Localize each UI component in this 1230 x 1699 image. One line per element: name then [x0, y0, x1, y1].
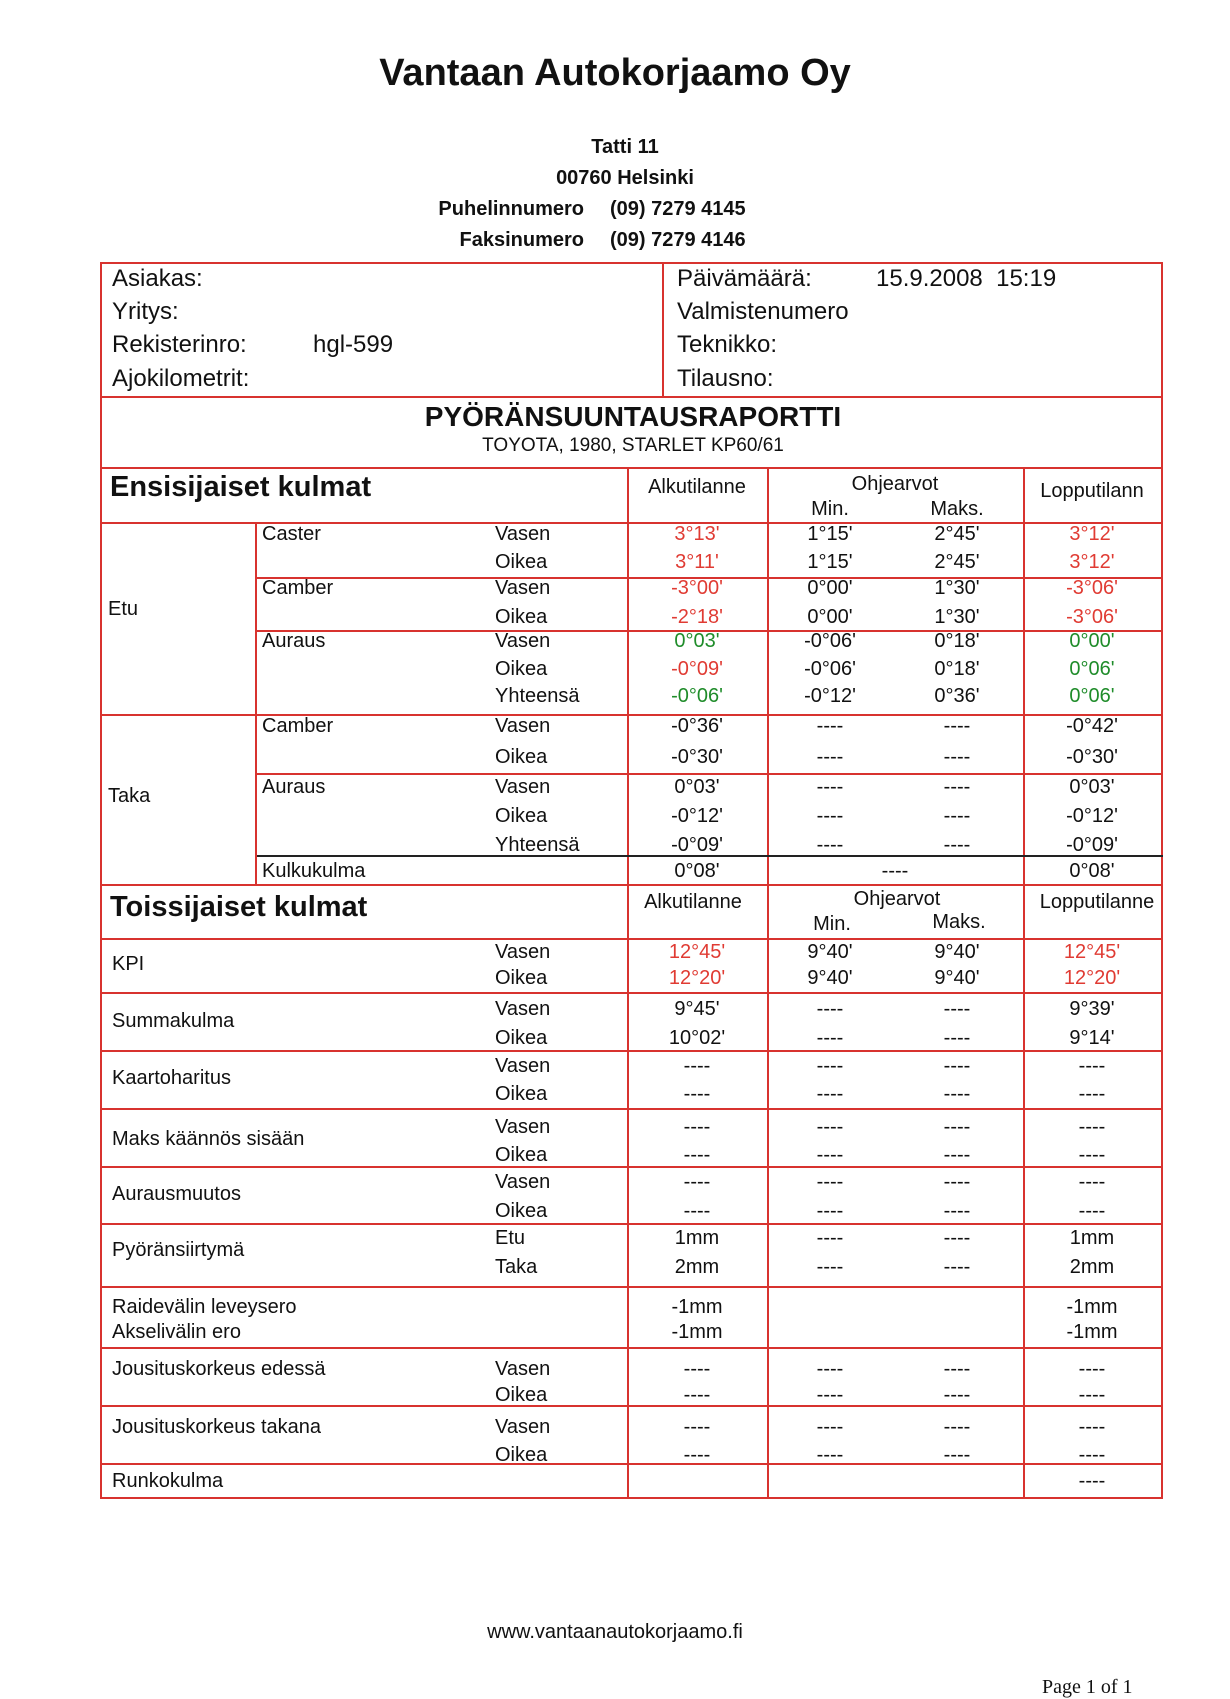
col-final-header-2: Lopputilanne	[1039, 891, 1155, 913]
group-front-label: Etu	[108, 598, 139, 620]
cell-min: -0°12'	[804, 685, 856, 707]
cell-initial: ----	[683, 1171, 711, 1193]
row-side-label: Oikea	[495, 1200, 548, 1222]
cell-min: ----	[816, 805, 844, 827]
cell-max: ----	[943, 776, 971, 798]
cell-initial: ----	[683, 1144, 711, 1166]
cell-initial: -0°12'	[671, 805, 723, 827]
company-name: Vantaan Autokorjaamo Oy	[379, 52, 851, 94]
cell-max: ----	[943, 998, 971, 1020]
cell-final: 9°14'	[1069, 1027, 1115, 1049]
col-spec-header-2: Ohjearvot	[853, 888, 941, 910]
cell-initial: 9°45'	[674, 998, 720, 1020]
street-address: Tatti 11	[591, 136, 659, 158]
customer-label: Asiakas:	[112, 265, 203, 292]
cell-min: ----	[816, 746, 844, 768]
cell-min: ----	[816, 1027, 844, 1049]
thrust-initial: 0°08'	[674, 860, 720, 882]
cell-min: ----	[816, 1416, 844, 1438]
row-label: Akselivälin ero	[112, 1321, 241, 1343]
cell-initial: ----	[683, 1083, 711, 1105]
cell-max: ----	[943, 1171, 971, 1193]
cell-final: ----	[1078, 1083, 1106, 1105]
odometer-label: Ajokilometrit:	[112, 365, 250, 392]
row-side-label: Vasen	[495, 1055, 551, 1077]
row-side-label: Oikea	[495, 1027, 548, 1049]
cell-max: ----	[943, 1055, 971, 1077]
postal-address: 00760 Helsinki	[556, 167, 694, 189]
row-line	[100, 1286, 1163, 1288]
cell-max: 2°45'	[934, 551, 980, 573]
cell-final: 9°39'	[1069, 998, 1115, 1020]
cell-initial: 3°13'	[674, 523, 720, 545]
col-spec-header: Ohjearvot	[851, 473, 939, 495]
registration-label: Rekisterinro:	[112, 331, 247, 358]
cell-initial: ----	[683, 1384, 711, 1406]
cell-max: 0°18'	[934, 630, 980, 652]
phone-label: Puhelinnumero	[438, 198, 584, 220]
cell-final: ----	[1078, 1144, 1106, 1166]
cell-final: -3°06'	[1066, 577, 1118, 599]
row-side-label: Yhteensä	[495, 685, 580, 707]
cell-final: ----	[1078, 1470, 1106, 1492]
cell-final: ----	[1078, 1171, 1106, 1193]
cell-final: -1mm	[1066, 1296, 1118, 1318]
cell-min: ----	[816, 998, 844, 1020]
cell-final: -1mm	[1066, 1321, 1118, 1343]
row-side-label: Oikea	[495, 1144, 548, 1166]
cell-max: ----	[943, 1444, 971, 1466]
cell-final: 2mm	[1069, 1256, 1115, 1278]
cell-min: ----	[816, 715, 844, 737]
cell-max: ----	[943, 834, 971, 856]
row-line	[100, 1347, 1163, 1349]
cell-max: ----	[943, 1116, 971, 1138]
cell-max: ----	[943, 1227, 971, 1249]
row-line	[100, 1166, 1163, 1168]
row-label: Pyöränsiirtymä	[112, 1239, 245, 1261]
row-side-label: Oikea	[495, 551, 548, 573]
row-side-label: Vasen	[495, 1116, 551, 1138]
row-side-label: Vasen	[495, 1171, 551, 1193]
cell-initial: -0°09'	[671, 658, 723, 680]
cell-final: 3°12'	[1069, 523, 1115, 545]
row-label: Camber	[262, 577, 334, 599]
primary-header-bottom	[100, 522, 1163, 524]
fax-label: Faksinumero	[459, 229, 584, 251]
cell-initial: ----	[683, 1444, 711, 1466]
row-line	[100, 1108, 1163, 1110]
cell-min: 0°00'	[807, 606, 853, 628]
row-label: Caster	[262, 523, 321, 545]
cell-initial: -0°36'	[671, 715, 723, 737]
cell-final: 0°06'	[1069, 685, 1115, 707]
row-side-label: Vasen	[495, 941, 551, 963]
cell-min: ----	[816, 1144, 844, 1166]
row-label: KPI	[112, 953, 145, 975]
cell-min: ----	[816, 1227, 844, 1249]
row-side-label: Oikea	[495, 658, 548, 680]
cell-min: ----	[816, 1444, 844, 1466]
cell-min: 1°15'	[807, 551, 853, 573]
cell-initial: 0°03'	[674, 630, 720, 652]
row-side-label: Taka	[495, 1256, 538, 1278]
cell-final: 3°12'	[1069, 551, 1115, 573]
col-max-header: Maks.	[930, 498, 984, 520]
col-divider-final	[1023, 467, 1025, 1497]
row-side-label: Vasen	[495, 523, 551, 545]
cell-final: -0°09'	[1066, 834, 1118, 856]
cell-max: 1°30'	[934, 577, 980, 599]
cell-initial: 10°02'	[668, 1027, 726, 1049]
cell-max: 0°36'	[934, 685, 980, 707]
cell-initial: -0°09'	[671, 834, 723, 856]
row-label: Camber	[262, 715, 334, 737]
row-side-label: Vasen	[495, 998, 551, 1020]
row-label: Runkokulma	[112, 1470, 224, 1492]
cell-min: 9°40'	[807, 941, 853, 963]
title-bottom	[100, 467, 1163, 469]
frame-bottom	[100, 1497, 1163, 1499]
col-final-header: Lopputilann	[1040, 480, 1144, 502]
company-address	[380, 132, 870, 256]
website-footer: www.vantaanautokorjaamo.fi	[487, 1621, 743, 1643]
registration-value: hgl-599	[313, 331, 394, 358]
cell-initial: ----	[683, 1416, 711, 1438]
cell-min: ----	[816, 776, 844, 798]
thrust-angle-label: Kulkukulma	[262, 860, 366, 882]
cell-final: ----	[1078, 1444, 1106, 1466]
row-side-label: Oikea	[495, 1444, 548, 1466]
cell-min: ----	[816, 1200, 844, 1222]
col-min-header-2: Min.	[813, 913, 851, 935]
cell-max: 1°30'	[934, 606, 980, 628]
cell-initial: 1mm	[674, 1227, 720, 1249]
row-line	[100, 1463, 1163, 1465]
info-bottom	[100, 396, 1163, 398]
row-side-label: Yhteensä	[495, 834, 580, 856]
cell-final: 0°00'	[1069, 630, 1115, 652]
cell-initial: -1mm	[671, 1296, 723, 1318]
cell-max: ----	[943, 1256, 971, 1278]
serial-label: Valmistenumero	[677, 298, 849, 325]
row-side-label: Oikea	[495, 967, 548, 989]
cell-initial: ----	[683, 1116, 711, 1138]
date-value: 15.9.2008 15:19	[876, 265, 1057, 292]
cell-initial: 2mm	[674, 1256, 720, 1278]
row-side-label: Vasen	[495, 630, 551, 652]
col-divider-initial	[627, 467, 629, 1497]
row-label: Jousituskorkeus takana	[112, 1416, 322, 1438]
cell-min: ----	[816, 1055, 844, 1077]
cell-final: -3°06'	[1066, 606, 1118, 628]
primary-bottom	[100, 884, 1163, 886]
cell-initial: -2°18'	[671, 606, 723, 628]
front-rear-line	[100, 714, 1163, 716]
cell-min: -0°06'	[804, 630, 856, 652]
cell-initial: -3°00'	[671, 577, 723, 599]
row-label: Maks käännös sisään	[112, 1128, 305, 1150]
page-number: Page 1 of 1	[1042, 1676, 1133, 1698]
cell-max: ----	[943, 1027, 971, 1049]
frame-top	[100, 262, 1163, 264]
cell-final: -0°42'	[1066, 715, 1118, 737]
row-line	[100, 1223, 1163, 1225]
row-side-label: Oikea	[495, 746, 548, 768]
cell-max: 9°40'	[934, 941, 980, 963]
cell-max: ----	[943, 1200, 971, 1222]
thrust-final: 0°08'	[1069, 860, 1115, 882]
row-side-label: Etu	[495, 1227, 526, 1249]
row-label: Kaartoharitus	[112, 1067, 231, 1089]
row-line	[100, 1050, 1163, 1052]
company-label: Yritys:	[112, 298, 179, 325]
cell-max: ----	[943, 1083, 971, 1105]
group-rear-label: Taka	[108, 785, 151, 807]
cell-max: ----	[943, 1416, 971, 1438]
cell-min: ----	[816, 1083, 844, 1105]
row-side-label: Vasen	[495, 577, 551, 599]
row-side-label: Oikea	[495, 805, 548, 827]
row-side-label: Oikea	[495, 606, 548, 628]
cell-min: ----	[816, 1358, 844, 1380]
cell-final: ----	[1078, 1116, 1106, 1138]
row-side-label: Oikea	[495, 1083, 548, 1105]
row-line	[100, 1405, 1163, 1407]
row-label: Summakulma	[112, 1010, 235, 1032]
cell-min: ----	[816, 834, 844, 856]
cell-min: 1°15'	[807, 523, 853, 545]
cell-max: 0°18'	[934, 658, 980, 680]
col-divider-spec	[767, 467, 769, 1497]
cell-initial: ----	[683, 1358, 711, 1380]
row-label: Raidevälin leveysero	[112, 1296, 297, 1318]
primary-heading: Ensisijaiset kulmat	[110, 471, 372, 503]
thrust-spec: ----	[881, 860, 909, 882]
cell-final: 12°20'	[1063, 967, 1121, 989]
cell-max: ----	[943, 746, 971, 768]
cell-final: 1mm	[1069, 1227, 1115, 1249]
cell-final: -0°30'	[1066, 746, 1118, 768]
info-divider	[662, 262, 664, 396]
cell-initial: 3°11'	[675, 551, 719, 573]
cell-min: ----	[816, 1384, 844, 1406]
cell-initial: -0°30'	[671, 746, 723, 768]
cell-final: ----	[1078, 1200, 1106, 1222]
cell-initial: 12°20'	[668, 967, 726, 989]
secondary-header-bottom	[100, 938, 1163, 940]
col-min-header: Min.	[811, 498, 849, 520]
cell-max: ----	[943, 1144, 971, 1166]
cell-final: ----	[1078, 1416, 1106, 1438]
cell-min: ----	[816, 1256, 844, 1278]
cell-final: ----	[1078, 1358, 1106, 1380]
cell-initial: -1mm	[671, 1321, 723, 1343]
cell-max: ----	[943, 1358, 971, 1380]
row-side-label: Oikea	[495, 1384, 548, 1406]
row-label: Auraus	[262, 776, 326, 798]
cell-min: -0°06'	[804, 658, 856, 680]
row-label: Aurausmuutos	[112, 1183, 241, 1205]
row-line	[100, 992, 1163, 994]
cell-initial: -0°06'	[671, 685, 723, 707]
cell-initial: ----	[683, 1055, 711, 1077]
cell-min: ----	[816, 1116, 844, 1138]
row-side-label: Vasen	[495, 715, 551, 737]
cell-max: ----	[943, 805, 971, 827]
date-label: Päivämäärä:	[677, 265, 812, 292]
frame-left	[100, 262, 102, 1499]
order-label: Tilausno:	[677, 365, 774, 392]
cell-final: 0°06'	[1069, 658, 1115, 680]
cell-max: ----	[943, 1384, 971, 1406]
cell-final: 0°03'	[1069, 776, 1115, 798]
cell-max: ----	[943, 715, 971, 737]
col-max-header-2: Maks.	[932, 911, 986, 933]
cell-final: ----	[1078, 1055, 1106, 1077]
cell-min: ----	[816, 1171, 844, 1193]
fax-number: (09) 7279 4146	[610, 229, 746, 251]
row-side-label: Vasen	[495, 1416, 551, 1438]
cell-max: 9°40'	[934, 967, 980, 989]
cell-max: 2°45'	[934, 523, 980, 545]
row-label: Auraus	[262, 630, 326, 652]
row-side-label: Vasen	[495, 1358, 551, 1380]
row-label: Jousituskorkeus edessä	[112, 1358, 326, 1380]
cell-initial: ----	[683, 1200, 711, 1222]
secondary-heading: Toissijaiset kulmat	[110, 891, 368, 923]
phone-number: (09) 7279 4145	[610, 198, 746, 220]
cell-final: 12°45'	[1063, 941, 1121, 963]
cell-min: 0°00'	[807, 577, 853, 599]
report-title: PYÖRÄNSUUNTAUSRAPORTTI	[424, 401, 842, 432]
vehicle-info: TOYOTA, 1980, STARLET KP60/61	[482, 435, 784, 456]
col-initial-header-2: Alkutilanne	[644, 891, 742, 913]
cell-initial: 0°03'	[674, 776, 720, 798]
cell-final: ----	[1078, 1384, 1106, 1406]
cell-initial: 12°45'	[668, 941, 726, 963]
frame-right	[1161, 262, 1163, 1499]
row-side-label: Vasen	[495, 776, 551, 798]
row-line	[257, 773, 1163, 775]
col-initial-header: Alkutilanne	[648, 476, 746, 498]
cell-min: 9°40'	[807, 967, 853, 989]
cell-final: -0°12'	[1066, 805, 1118, 827]
technician-label: Teknikko:	[677, 331, 778, 358]
